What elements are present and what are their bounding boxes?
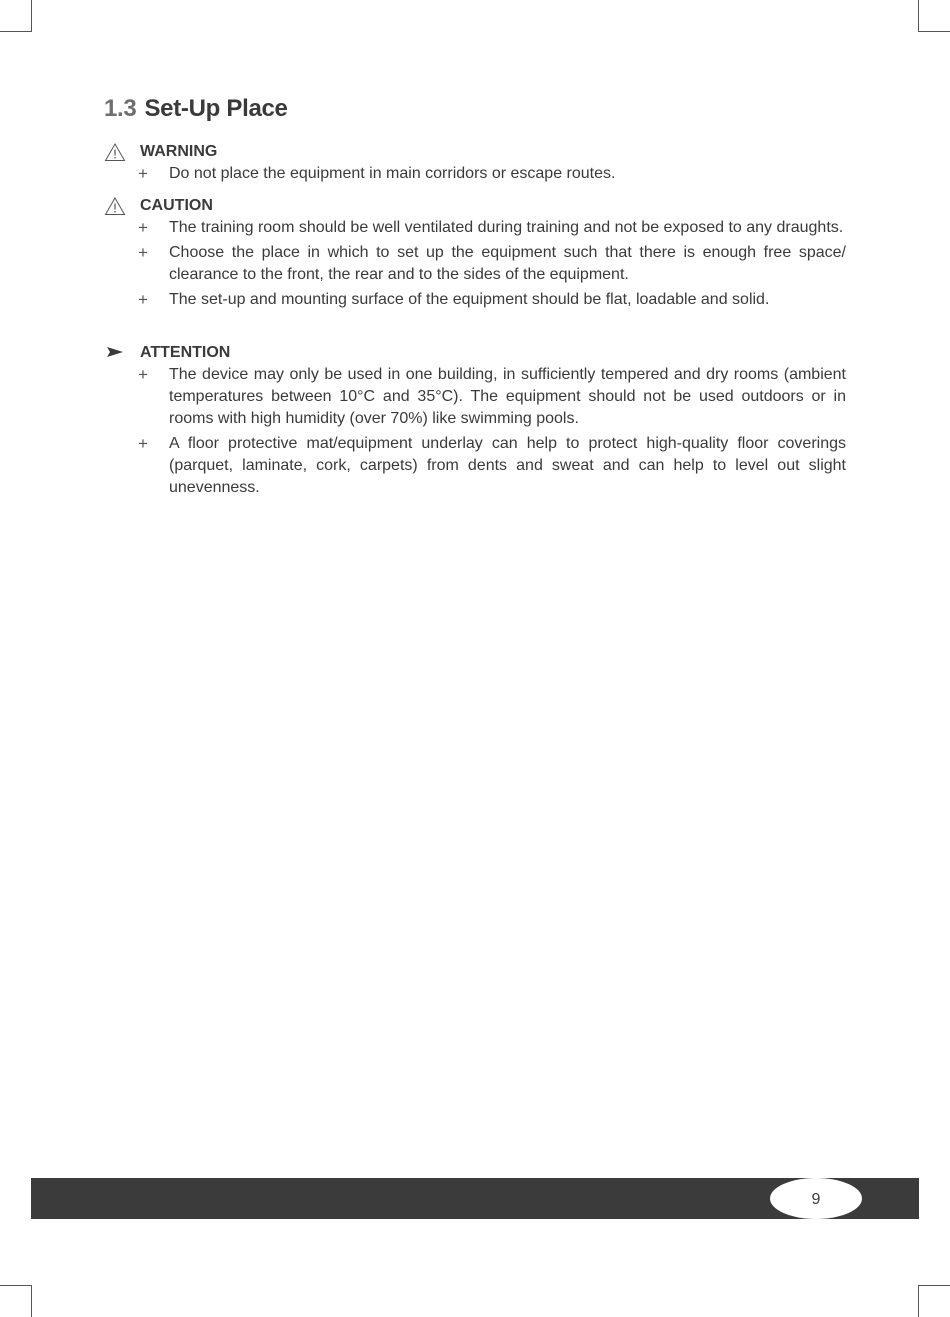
section-number: 1.3 <box>104 95 137 122</box>
list-item <box>104 217 846 239</box>
list-item-text: A floor protective mat/equipment underlay can help to protect high-quality floor coverings (parquet, laminate, cork, carpets) from dents and sweat and can help to level out slight unevenness. <box>169 435 846 496</box>
list-item <box>104 433 846 499</box>
section-heading <box>104 95 288 123</box>
pointer-arrow-icon <box>104 343 126 363</box>
bullet: + <box>138 365 148 384</box>
list-item-text: The device may only be used in one building, in sufficiently tempered and dry rooms (ambient temperatures between 10°C and 35°C). The equipment should not be used outdoors or in rooms with high humidity (over 70%) like swimming pools. <box>169 366 846 427</box>
section-title: Set-Up Place <box>144 95 288 122</box>
crop-mark <box>31 0 32 32</box>
list-item-text: The training room should be well ventilated during training and not be exposed to any draughts. <box>169 219 844 236</box>
bullet: + <box>138 434 148 453</box>
crop-mark <box>918 0 919 32</box>
caution-list <box>104 217 846 311</box>
list-item <box>104 289 846 311</box>
caution-header <box>104 195 846 217</box>
caution-block <box>104 195 846 314</box>
list-item <box>104 163 846 185</box>
attention-list <box>104 364 846 499</box>
warning-triangle-icon <box>104 196 126 216</box>
attention-block <box>104 342 846 502</box>
crop-mark <box>0 31 32 32</box>
crop-mark <box>918 1285 919 1317</box>
crop-mark <box>918 1285 950 1286</box>
warning-list <box>104 163 846 185</box>
crop-mark <box>0 1285 32 1286</box>
warning-triangle-icon <box>104 142 126 162</box>
list-item-text: Do not place the equipment in main corridors or escape routes. <box>169 165 616 182</box>
bullet: + <box>138 164 148 183</box>
attention-label: ATTENTION <box>140 344 231 361</box>
page-number: 9 <box>770 1178 862 1219</box>
warning-label: WARNING <box>140 143 218 160</box>
list-item <box>104 364 846 430</box>
list-item-text: The set-up and mounting surface of the equipment should be flat, loadable and solid. <box>169 291 770 308</box>
attention-header <box>104 342 846 364</box>
crop-mark <box>31 1285 32 1317</box>
list-item <box>104 242 846 286</box>
caution-label: CAUTION <box>140 197 213 214</box>
list-item-text: Choose the place in which to set up the equipment such that there is enough free space/ clearance to the front, the rear and to the sides of the equipment. <box>169 244 846 283</box>
bullet: + <box>138 218 148 237</box>
warning-block <box>104 141 846 188</box>
bullet: + <box>138 290 148 309</box>
crop-mark <box>918 31 950 32</box>
warning-header <box>104 141 846 163</box>
bullet: + <box>138 243 148 262</box>
